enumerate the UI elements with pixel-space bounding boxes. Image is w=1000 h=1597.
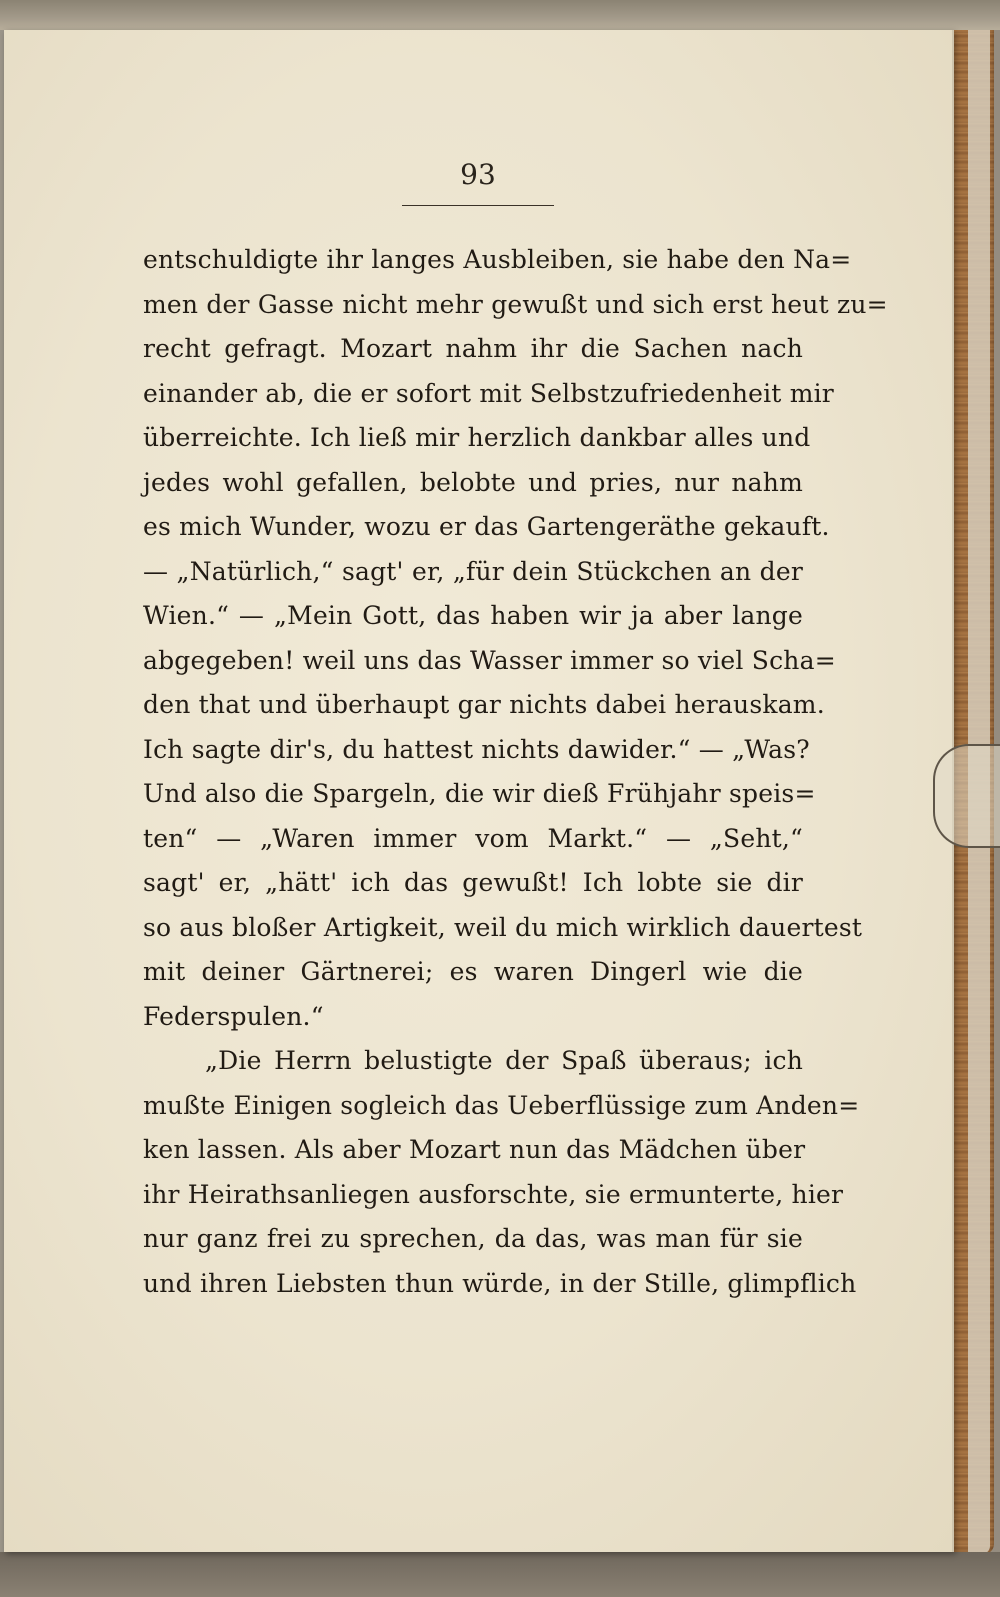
- text-line: so aus bloßer Artigkeit, weil du mich wirklich dauertest: [143, 912, 863, 942]
- bottom-scan-margin: [0, 1552, 1000, 1597]
- text-line: und ihren Liebsten thun würde, in der Stille, glimpflich: [143, 1268, 857, 1298]
- text-line: ihr Heirathsanliegen ausforschte, sie ermunterte, hier: [143, 1179, 844, 1209]
- text-line: den that und überhaupt gar nichts dabei herauskam.: [143, 690, 825, 719]
- body-text: [143, 238, 888, 1306]
- top-scan-margin: [0, 0, 1000, 30]
- text-line: ken lassen. Als aber Mozart nun das Mädchen über: [143, 1135, 806, 1164]
- text-line: „Die Herrn belustigte der Spaß überaus; ich: [205, 1046, 803, 1075]
- text-line: es mich Wunder, wozu er das Gartengeräthe gekauft.: [143, 512, 830, 541]
- text-line: sagt' er, „hätt' ich das gewußt! Ich lobte sie dir: [143, 868, 803, 897]
- text-line: Federspulen.“: [143, 1001, 324, 1031]
- text-line: einander ab, die er sofort mit Selbstzufriedenheit mir: [143, 378, 834, 408]
- text-line: Ich sagte dir's, du hattest nichts dawider.“ — „Was?: [143, 734, 810, 764]
- text-line: ten“ — „Waren immer vom Markt.“ — „Seht,“: [143, 823, 803, 853]
- header-rule: [402, 205, 554, 206]
- text-line: entschuldigte ihr langes Ausbleiben, sie habe den Na=: [143, 245, 852, 274]
- page-number: 93: [460, 158, 496, 191]
- text-line: Und also die Spargeln, die wir dieß Frühjahr speis=: [143, 779, 816, 808]
- text-line: jedes wohl gefallen, belobte und pries, nur nahm: [143, 467, 803, 497]
- text-line: men der Gasse nicht mehr gewußt und sich erst heut zu=: [143, 289, 888, 319]
- page-tab-marker: [933, 744, 1000, 848]
- text-line: Wien.“ — „Mein Gott, das haben wir ja aber lange: [143, 601, 803, 630]
- text-line: abgegeben! weil uns das Wasser immer so viel Scha=: [143, 645, 836, 675]
- text-line: recht gefragt. Mozart nahm ihr die Sachen nach: [143, 334, 803, 363]
- text-line: nur ganz frei zu sprechen, da das, was man für sie: [143, 1224, 803, 1253]
- text-line: — „Natürlich,“ sagt' er, „für dein Stückchen an der: [143, 556, 803, 586]
- text-line: mußte Einigen sogleich das Ueberflüssige zum Anden=: [143, 1090, 860, 1120]
- text-line: überreichte. Ich ließ mir herzlich dankbar alles und: [143, 423, 811, 452]
- text-line: mit deiner Gärtnerei; es waren Dingerl wie die: [143, 957, 803, 986]
